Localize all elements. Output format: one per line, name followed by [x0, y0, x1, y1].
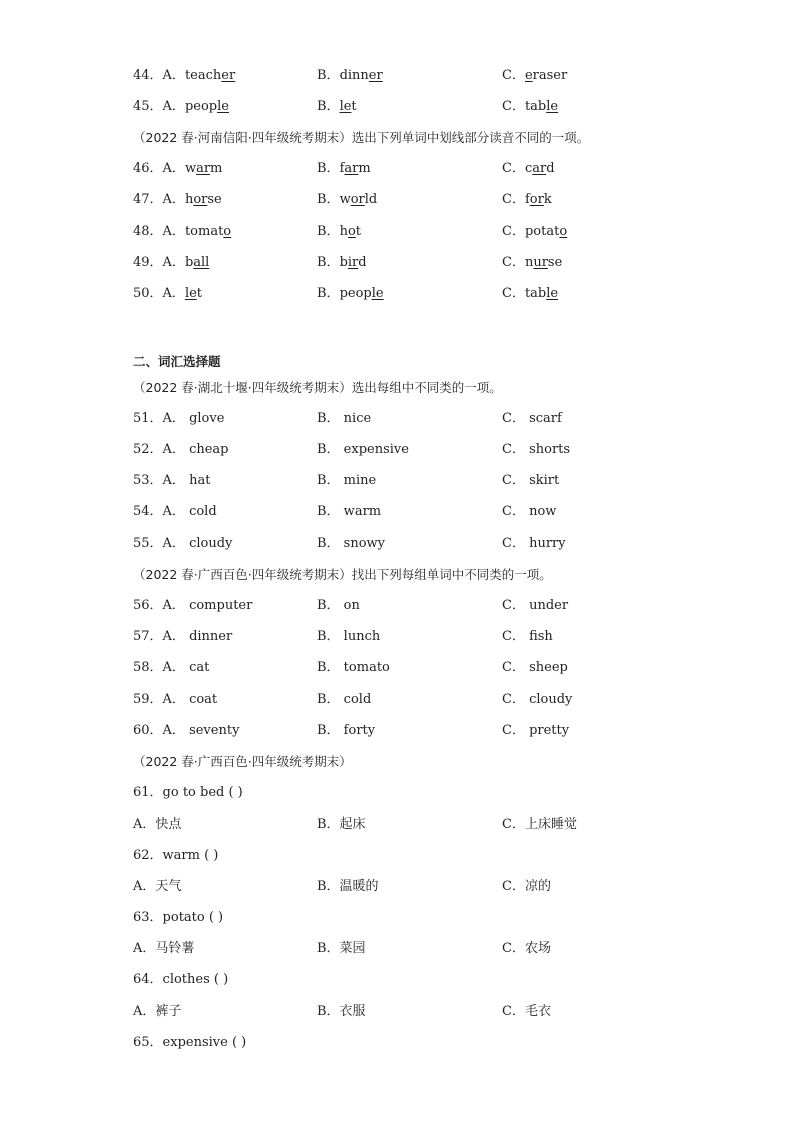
question-row: 47．A．horse B．world C．fork	[133, 192, 552, 207]
question-row	[133, 97, 753, 117]
instruction-text: （2022 春·广西百色·四年级统考期末）	[133, 754, 352, 769]
question-stem: 63．potato ( )	[133, 910, 224, 925]
question-row: 51．A． glove B． nice C． scarf	[133, 411, 562, 426]
question-stem: 61．go to bed ( )	[133, 785, 243, 800]
instruction-text: （2022 春·河南信阳·四年级统考期末）选出下列单词中划线部分读音不同的一项。	[133, 130, 590, 145]
question-row: 52．A． cheap B． expensive C． shorts	[133, 442, 571, 457]
answer-row: A．马铃薯 B．菜园 C．农场	[133, 941, 551, 956]
answer-row: A．快点 B．起床 C．上床睡觉	[133, 817, 577, 832]
question-row: 48．A．tomato B．hot C．potato	[133, 224, 568, 239]
question-number-a: 44．A．teacher	[133, 68, 236, 83]
question-row: 57．A． dinner B． lunch C． fish	[133, 629, 553, 644]
question-row: 55．A． cloudy B． snowy C． hurry	[133, 536, 566, 551]
option-c: C．table	[502, 99, 559, 114]
instruction-text: （2022 春·湖北十堰·四年级统考期末）选出每组中不同类的一项。	[133, 380, 502, 395]
option-b: B．dinner	[317, 68, 383, 83]
instruction-text: （2022 春·广西百色·四年级统考期末）找出下列每组单词中不同类的一项。	[133, 567, 552, 582]
question-row: 50．A．let B．people C．table	[133, 286, 559, 301]
question-row: 53．A． hat B． mine C． skirt	[133, 473, 560, 488]
question-stem: 64．clothes ( )	[133, 972, 229, 987]
question-row: 59．A． coat B． cold C． cloudy	[133, 692, 573, 707]
question-number-a: 45．A．people	[133, 99, 229, 114]
question-stem: 62．warm ( )	[133, 848, 219, 863]
question-row: 54．A． cold B． warm C． now	[133, 504, 557, 519]
section-heading: 二、词汇选择题	[133, 354, 221, 369]
question-row: 58．A． cat B． tomato C． sheep	[133, 660, 568, 675]
option-b: B．let	[317, 99, 357, 114]
question-row	[133, 66, 753, 86]
option-c: C．eraser	[502, 68, 568, 83]
question-row: 60．A． seventy B． forty C． pretty	[133, 723, 570, 738]
question-row: 56．A． computer B． on C． under	[133, 598, 569, 613]
question-row: 46．A．warm B．farm C．card	[133, 161, 555, 176]
question-row: 49．A．ball B．bird C．nurse	[133, 255, 563, 270]
answer-row: A．天气 B．温暖的 C．凉的	[133, 879, 551, 894]
question-stem: 65．expensive ( )	[133, 1035, 247, 1050]
answer-row: A．裤子 B．衣服 C．毛衣	[133, 1004, 551, 1019]
